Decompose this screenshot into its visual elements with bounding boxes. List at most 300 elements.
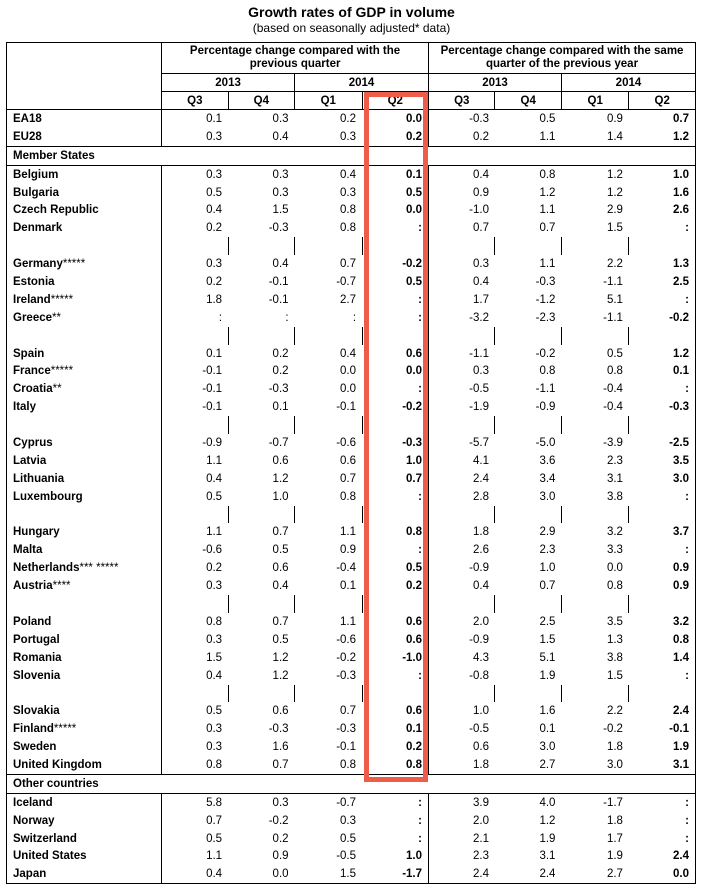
spacer-cell: [495, 685, 561, 703]
value-cell: -0.1: [162, 362, 228, 380]
value-cell: 0.8: [539, 168, 556, 181]
value-cell: 2.6: [429, 541, 495, 559]
country-label: [7, 613, 162, 631]
table-row: [7, 273, 696, 291]
value-cell: 0.7: [340, 472, 357, 485]
value-cell: 1.2: [629, 128, 696, 146]
footnote-mark: *** *****: [79, 562, 119, 575]
value-cell: -0.4: [603, 401, 623, 414]
value-cell: :: [629, 830, 696, 848]
value-cell: 0.8: [406, 759, 423, 771]
spacer-cell: [7, 685, 162, 703]
country-label: [7, 488, 162, 506]
spacer-cell: [495, 595, 561, 613]
value-cell: -0.2: [402, 401, 423, 414]
value-cell: 2.0: [429, 812, 495, 830]
value-cell: -1.1: [429, 345, 495, 363]
table-row: [7, 830, 696, 848]
country-name: Hungary: [13, 526, 60, 539]
value-cell: 0.5: [539, 112, 556, 125]
spacer-cell: [495, 416, 561, 434]
value-cell: 0.8: [606, 365, 623, 378]
value-cell: 3.9: [429, 793, 495, 811]
value-cell: -0.6: [162, 541, 228, 559]
spacer-cell: [495, 237, 561, 255]
value-cell: 2.3: [429, 848, 495, 866]
country-name: Romania: [13, 651, 62, 664]
value-cell: -1.7: [603, 796, 623, 809]
country-name: Bulgaria: [13, 186, 60, 199]
spacer-cell: [162, 595, 228, 613]
spacer-cell: [561, 327, 628, 345]
country-label: [7, 631, 162, 649]
table-row: [7, 452, 696, 470]
country-label: [7, 110, 162, 128]
value-cell: 0.7: [272, 615, 289, 628]
spacer-cell: [162, 416, 228, 434]
value-cell: :: [629, 541, 696, 559]
value-cell: 1.1: [162, 848, 228, 866]
footnote-mark: *****: [50, 293, 74, 306]
country-name: France: [13, 365, 51, 378]
value-cell: 2.5: [539, 615, 556, 628]
value-cell: 2.9: [539, 526, 556, 539]
header-year-2014-a: 2014: [295, 74, 429, 92]
value-cell: 0.5: [162, 702, 228, 720]
value-cell: -0.2: [268, 814, 289, 827]
section-title: Other countries: [7, 774, 696, 793]
value-cell: 2.5: [629, 273, 696, 291]
header-year-2014-b: 2014: [561, 74, 695, 92]
country-label: [7, 309, 162, 327]
header-quarter: Q1: [561, 92, 628, 110]
spacer-cell: [228, 327, 294, 345]
value-cell: 1.0: [406, 454, 423, 467]
country-label: [7, 812, 162, 830]
spacer-cell: [629, 237, 696, 255]
country-label: [7, 201, 162, 219]
value-cell: 3.4: [539, 472, 556, 485]
spacer-cell: [561, 237, 628, 255]
value-cell: 1.3: [629, 255, 696, 273]
country-label: [7, 541, 162, 559]
gdp-table: [6, 42, 696, 884]
table-row: [7, 577, 696, 595]
value-cell: 3.6: [539, 454, 556, 467]
value-cell: 3.2: [629, 613, 696, 631]
section-row: [7, 146, 696, 165]
header-quarter: Q3: [162, 92, 228, 110]
value-cell: 0.0: [629, 865, 696, 883]
country-name: Greece: [13, 311, 53, 324]
value-cell: 0.2: [406, 580, 423, 593]
section-title: Member States: [7, 146, 696, 165]
spacer-cell: [7, 327, 162, 345]
value-cell: 0.3: [162, 577, 228, 595]
value-cell: -0.3: [535, 275, 556, 288]
value-cell: -1.9: [429, 398, 495, 416]
value-cell: 2.3: [606, 454, 623, 467]
footnote-mark: ****: [52, 580, 71, 593]
table-row: [7, 255, 696, 273]
value-cell: 3.8: [606, 490, 623, 503]
value-cell: :: [629, 219, 696, 237]
country-label: [7, 523, 162, 541]
table-row: [7, 631, 696, 649]
country-name: Malta: [13, 544, 43, 557]
value-cell: -3.9: [603, 436, 623, 449]
spacer-cell: [561, 595, 628, 613]
value-cell: 0.4: [340, 347, 357, 360]
header-year-2013-b: 2013: [429, 74, 562, 92]
value-cell: 0.7: [340, 258, 357, 271]
value-cell: -0.6: [336, 436, 357, 449]
value-cell: 3.7: [629, 523, 696, 541]
value-cell: 0.4: [162, 201, 228, 219]
spacer-cell: [561, 685, 628, 703]
spacer-cell: [429, 506, 495, 524]
spacer-cell: [362, 416, 428, 434]
value-cell: 0.2: [272, 365, 289, 378]
value-cell: 4.0: [539, 796, 556, 809]
table-row: [7, 110, 696, 128]
country-name: Cyprus: [13, 436, 53, 449]
value-cell: 0.8: [340, 204, 357, 217]
value-cell: -0.3: [402, 436, 423, 449]
value-cell: 0.7: [406, 472, 423, 485]
country-name: Portugal: [13, 633, 60, 646]
value-cell: 1.8: [606, 741, 623, 754]
header-group-previous-quarter: Percentage change compared with the previous quarter: [162, 43, 429, 74]
table-row: [7, 702, 696, 720]
value-cell: 0.3: [162, 720, 228, 738]
country-label: [7, 649, 162, 667]
spacer-row: [7, 595, 696, 613]
value-cell: 0.2: [162, 559, 228, 577]
value-cell: 0.2: [162, 273, 228, 291]
value-cell: -0.3: [268, 222, 289, 235]
value-cell: 2.4: [495, 865, 561, 883]
value-cell: -0.6: [336, 633, 357, 646]
value-cell: -0.9: [429, 559, 495, 577]
value-cell: :: [418, 544, 423, 557]
value-cell: -0.4: [336, 562, 357, 575]
value-cell: 0.3: [272, 796, 289, 809]
value-cell: 0.5: [272, 633, 289, 646]
value-cell: :: [285, 311, 289, 324]
value-cell: 1.5: [539, 633, 556, 646]
country-label: [7, 720, 162, 738]
table-row: [7, 398, 696, 416]
header-blank: [7, 43, 162, 74]
country-name: Spain: [13, 347, 45, 360]
country-name: Belgium: [13, 168, 59, 181]
value-cell: -0.2: [336, 651, 357, 664]
value-cell: 0.2: [406, 130, 423, 143]
value-cell: 0.9: [606, 112, 623, 125]
header-quarter: Q4: [228, 92, 294, 110]
header-quarter: Q3: [429, 92, 495, 110]
value-cell: -0.1: [162, 380, 228, 398]
table-row: [7, 738, 696, 756]
value-cell: 1.7: [606, 832, 623, 845]
value-cell: 1.8: [162, 291, 228, 309]
value-cell: 0.8: [340, 490, 357, 503]
footnote-mark: *****: [50, 365, 74, 378]
value-cell: 0.1: [629, 362, 696, 380]
value-cell: -1.0: [429, 201, 495, 219]
value-cell: 0.8: [340, 759, 357, 771]
value-cell: 1.8: [429, 756, 495, 774]
country-label: [7, 219, 162, 237]
value-cell: -0.1: [268, 293, 289, 306]
value-cell: -0.8: [429, 667, 495, 685]
country-name: Iceland: [13, 796, 53, 809]
country-label: [7, 184, 162, 202]
value-cell: 0.0: [340, 383, 357, 396]
table-row: [7, 434, 696, 452]
value-cell: 0.5: [340, 832, 357, 845]
spacer-cell: [362, 327, 428, 345]
value-cell: 3.0: [539, 741, 556, 754]
value-cell: 0.2: [340, 112, 357, 125]
value-cell: 0.4: [162, 470, 228, 488]
spacer-cell: [295, 506, 362, 524]
value-cell: 0.8: [340, 222, 357, 235]
value-cell: 1.6: [629, 184, 696, 202]
value-cell: 0.7: [629, 110, 696, 128]
header-quarter: Q2: [629, 92, 696, 110]
table-row: [7, 559, 696, 577]
country-name: United Kingdom: [13, 759, 102, 771]
value-cell: 2.1: [429, 830, 495, 848]
value-cell: :: [629, 667, 696, 685]
value-cell: 1.2: [539, 814, 556, 827]
country-label: [7, 470, 162, 488]
value-cell: 3.2: [606, 526, 623, 539]
country-name: Japan: [13, 868, 47, 881]
spacer-cell: [295, 416, 362, 434]
value-cell: 0.8: [629, 631, 696, 649]
value-cell: :: [162, 309, 228, 327]
table-row: [7, 649, 696, 667]
value-cell: 4.1: [429, 452, 495, 470]
header-year-2013-a: 2013: [162, 74, 295, 92]
value-cell: 0.9: [429, 184, 495, 202]
spacer-cell: [7, 237, 162, 255]
value-cell: -5.0: [535, 436, 556, 449]
value-cell: 0.0: [406, 365, 423, 378]
value-cell: 5.1: [539, 651, 556, 664]
value-cell: -1.2: [535, 293, 556, 306]
spacer-cell: [429, 595, 495, 613]
value-cell: 0.9: [340, 544, 357, 557]
country-label: [7, 362, 162, 380]
spacer-cell: [629, 685, 696, 703]
table-row: [7, 756, 696, 774]
value-cell: 0.5: [406, 275, 423, 288]
value-cell: -5.7: [429, 434, 495, 452]
value-cell: 2.4: [429, 865, 495, 883]
value-cell: -2.3: [535, 311, 556, 324]
value-cell: -0.7: [336, 796, 357, 809]
value-cell: 0.0: [406, 112, 423, 125]
country-name: Estonia: [13, 275, 55, 288]
spacer-cell: [162, 685, 228, 703]
value-cell: 5.1: [606, 293, 623, 306]
value-cell: -0.2: [535, 347, 556, 360]
value-cell: 0.7: [429, 219, 495, 237]
value-cell: :: [418, 383, 423, 396]
value-cell: 0.2: [429, 128, 495, 146]
spacer-cell: [429, 416, 495, 434]
spacer-cell: [7, 416, 162, 434]
spacer-row: [7, 685, 696, 703]
value-cell: 1.1: [539, 130, 556, 143]
spacer-cell: [228, 595, 294, 613]
value-cell: 0.5: [406, 562, 423, 575]
value-cell: 0.7: [272, 759, 289, 771]
value-cell: -0.7: [268, 436, 289, 449]
value-cell: 0.6: [272, 562, 289, 575]
table-row: [7, 309, 696, 327]
value-cell: :: [629, 380, 696, 398]
value-cell: 0.7: [539, 222, 556, 235]
header-group-previous-year: Percentage change compared with the same quarter of the previous year: [429, 43, 696, 74]
table-row: [7, 380, 696, 398]
table-row: [7, 720, 696, 738]
value-cell: 0.6: [406, 633, 423, 646]
value-cell: 0.2: [406, 741, 423, 754]
country-label: [7, 165, 162, 183]
value-cell: 0.3: [162, 738, 228, 756]
value-cell: 0.1: [406, 723, 423, 736]
header-quarter: Q2: [362, 92, 428, 110]
spacer-row: [7, 416, 696, 434]
spacer-cell: [629, 327, 696, 345]
value-cell: 0.0: [606, 562, 623, 575]
value-cell: 0.3: [429, 255, 495, 273]
spacer-cell: [228, 685, 294, 703]
value-cell: -0.7: [336, 275, 357, 288]
value-cell: 0.3: [340, 186, 357, 199]
country-name: EA18: [13, 112, 42, 125]
spacer-cell: [228, 506, 294, 524]
value-cell: -1.1: [535, 383, 556, 396]
value-cell: 0.5: [162, 184, 228, 202]
spacer-cell: [228, 237, 294, 255]
value-cell: 3.0: [629, 470, 696, 488]
value-cell: -0.9: [535, 401, 556, 414]
table-row: [7, 201, 696, 219]
value-cell: 1.2: [272, 651, 289, 664]
value-cell: :: [418, 490, 423, 503]
spacer-cell: [629, 595, 696, 613]
country-label: [7, 756, 162, 774]
spacer-cell: [362, 506, 428, 524]
value-cell: 1.9: [629, 738, 696, 756]
value-cell: -0.3: [336, 723, 357, 736]
value-cell: 1.5: [606, 669, 623, 682]
spacer-cell: [362, 685, 428, 703]
value-cell: 0.0: [228, 865, 294, 883]
footnote-mark: *****: [53, 723, 77, 736]
page-title: Growth rates of GDP in volume: [248, 4, 455, 20]
value-cell: 1.1: [162, 452, 228, 470]
value-cell: 0.7: [539, 580, 556, 593]
value-cell: -3.2: [429, 309, 495, 327]
value-cell: 0.8: [162, 613, 228, 631]
value-cell: 0.0: [406, 204, 423, 217]
spacer-cell: [362, 595, 428, 613]
value-cell: 0.8: [539, 365, 556, 378]
value-cell: 0.2: [272, 832, 289, 845]
value-cell: 3.5: [629, 452, 696, 470]
value-cell: 0.4: [429, 273, 495, 291]
value-cell: :: [629, 793, 696, 811]
value-cell: 2.7: [539, 759, 556, 771]
table-row: [7, 541, 696, 559]
value-cell: 0.0: [340, 365, 357, 378]
country-name: Croatia: [13, 383, 53, 396]
value-cell: 2.6: [629, 201, 696, 219]
value-cell: 3.5: [606, 615, 623, 628]
spacer-cell: [7, 595, 162, 613]
value-cell: 0.2: [272, 347, 289, 360]
value-cell: -0.3: [629, 398, 696, 416]
value-cell: 1.9: [539, 669, 556, 682]
country-name: Luxembourg: [13, 490, 83, 503]
value-cell: 1.2: [629, 345, 696, 363]
value-cell: 1.5: [295, 865, 362, 883]
footnote-mark: **: [52, 311, 61, 324]
value-cell: 0.3: [162, 255, 228, 273]
value-cell: 1.0: [272, 490, 289, 503]
spacer-cell: [295, 685, 362, 703]
value-cell: 0.8: [406, 526, 423, 539]
country-label: [7, 865, 162, 883]
header-blank-3: [7, 92, 162, 110]
value-cell: 1.5: [162, 649, 228, 667]
value-cell: 1.5: [606, 222, 623, 235]
value-cell: 0.3: [340, 814, 357, 827]
value-cell: 1.1: [162, 523, 228, 541]
value-cell: 2.0: [429, 613, 495, 631]
value-cell: 0.3: [272, 186, 289, 199]
value-cell: 1.0: [406, 850, 423, 863]
spacer-row: [7, 237, 696, 255]
value-cell: 0.6: [406, 705, 423, 718]
value-cell: 0.4: [272, 130, 289, 143]
value-cell: 2.4: [629, 848, 696, 866]
value-cell: 0.9: [629, 577, 696, 595]
table-row: [7, 128, 696, 146]
value-cell: -1.1: [603, 311, 623, 324]
header-quarter: Q4: [495, 92, 561, 110]
value-cell: -0.2: [629, 309, 696, 327]
value-cell: -0.3: [336, 669, 357, 682]
value-cell: 0.1: [162, 110, 228, 128]
value-cell: -1.7: [362, 865, 428, 883]
value-cell: 0.4: [162, 667, 228, 685]
country-label: [7, 848, 162, 866]
value-cell: 0.1: [539, 723, 556, 736]
value-cell: 0.6: [406, 347, 423, 360]
value-cell: 0.1: [340, 580, 357, 593]
value-cell: -0.2: [603, 723, 623, 736]
country-label: [7, 398, 162, 416]
value-cell: 1.6: [272, 741, 289, 754]
